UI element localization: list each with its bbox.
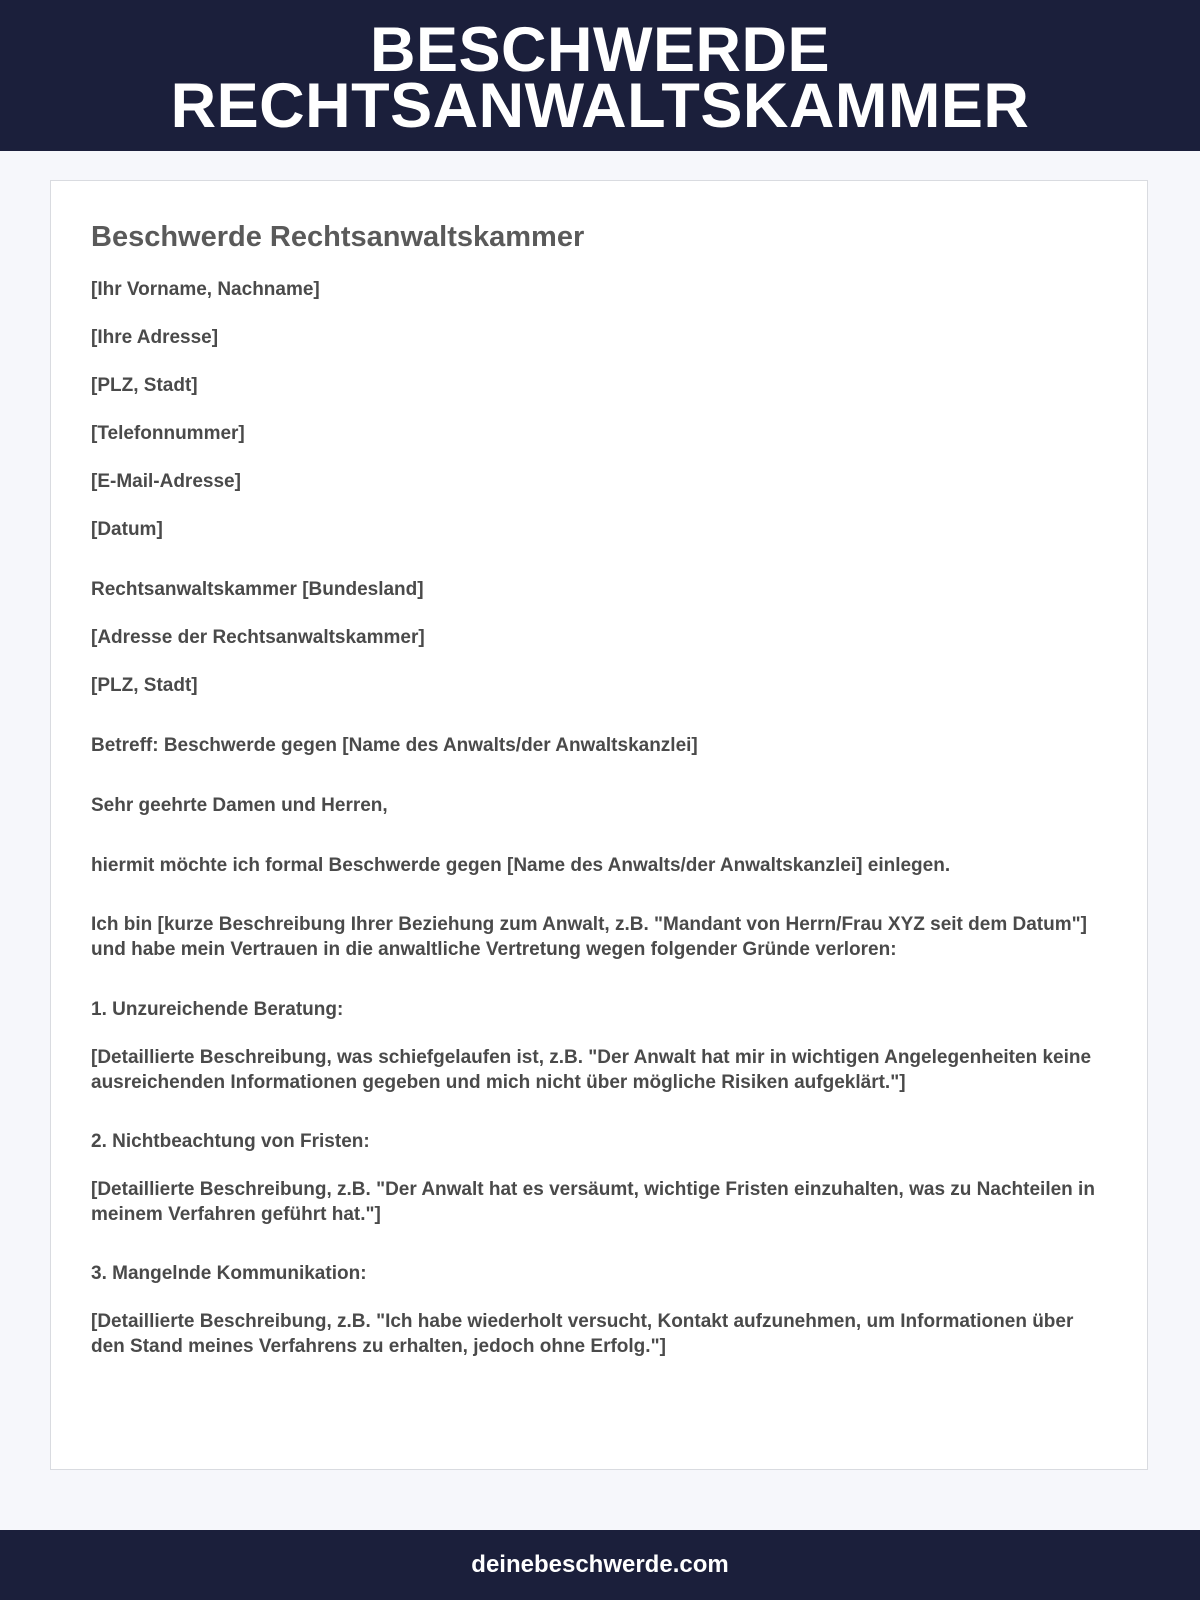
sender-email: [E-Mail-Adresse]	[91, 471, 241, 492]
sender-address: [Ihre Adresse]	[91, 327, 219, 348]
header-title	[170, 14, 1030, 141]
sender-name: [Ihr Vorname, Nachname]	[91, 279, 320, 300]
intro-paragraph: hiermit möchte ich formal Beschwerde gegen [Name des Anwalts/der Anwaltskanzlei] einlegen.	[91, 855, 951, 876]
point-2-heading: 2. Nichtbeachtung von Fristen:	[91, 1131, 370, 1152]
context-paragraph: Ich bin [kurze Beschreibung Ihrer Beziehung zum Anwalt, z.B. "Mandant von Herrn/Frau XYZ seit dem Datum"] und habe mein Vertrauen in die anwaltliche Vertretung wegen folgender Gründe verloren:	[91, 914, 1087, 960]
page-footer	[0, 1530, 1200, 1600]
header-title-line-1: BESCHWERDE	[369, 14, 831, 85]
salutation: Sehr geehrte Damen und Herren,	[91, 795, 388, 816]
point-2-body: [Detaillierte Beschreibung, z.B. "Der Anwalt hat es versäumt, wichtige Fristen einzuhalten, was zu Nachteilen in meinem Verfahren geführt hat."]	[91, 1179, 1095, 1225]
letter-date: [Datum]	[91, 519, 163, 540]
footer-site-name: deinebeschwerde.com	[471, 1551, 729, 1578]
header-title-line-2: RECHTSANWALTSKAMMER	[170, 70, 1030, 141]
page-header	[0, 0, 1200, 151]
point-1-heading: 1. Unzureichende Beratung:	[91, 999, 344, 1020]
recipient-city: [PLZ, Stadt]	[91, 675, 198, 696]
sender-phone: [Telefonnummer]	[91, 423, 245, 444]
subject-line: Betreff: Beschwerde gegen [Name des Anwalts/der Anwaltskanzlei]	[91, 735, 698, 756]
sender-city: [PLZ, Stadt]	[91, 375, 198, 396]
document-title: Beschwerde Rechtsanwaltskammer	[91, 221, 585, 253]
point-1-body: [Detaillierte Beschreibung, was schiefgelaufen ist, z.B. "Der Anwalt hat mir in wichtigen Angelegenheiten keine ausreichenden Informationen gegeben und mich nicht über mögliche Risiken aufgeklärt."]	[91, 1047, 1092, 1093]
recipient-address: [Adresse der Rechtsanwaltskammer]	[91, 627, 425, 648]
point-3-heading: 3. Mangelnde Kommunikation:	[91, 1263, 367, 1284]
recipient-name: Rechtsanwaltskammer [Bundesland]	[91, 579, 424, 600]
letter-card	[50, 180, 1148, 1470]
point-3-body: [Detaillierte Beschreibung, z.B. "Ich habe wiederholt versucht, Kontakt aufzunehmen, um Informationen über den Stand meines Verfahrens zu erhalten, jedoch ohne Erfolg."]	[91, 1311, 1074, 1357]
